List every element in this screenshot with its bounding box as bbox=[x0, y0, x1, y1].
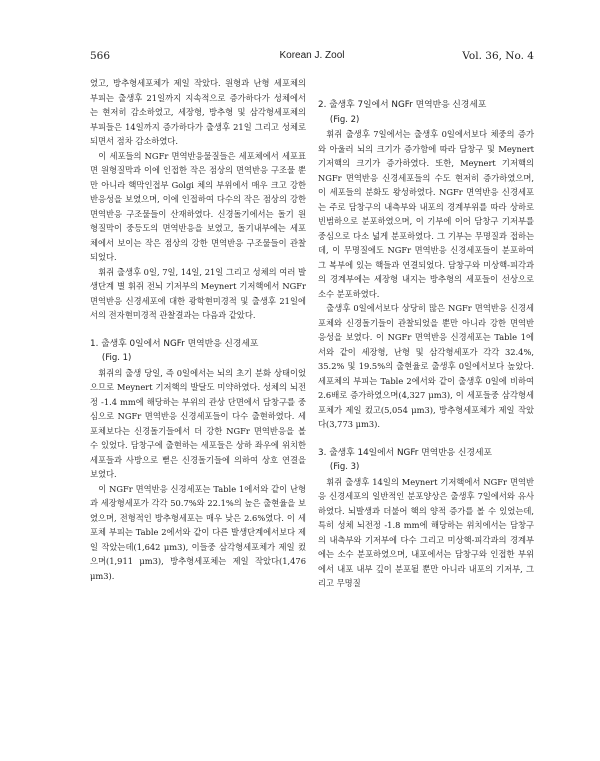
paragraph: 이 세포들의 NGFr 면역반응물질들은 세포체에서 세포표면 원형질막과 이에 인접한 작은 점상의 면역반응 구조물 뿐만 아니라 핵막인접부 Golgi 체의 부위에서 매우 크고 강한 반응성을 보였으며, 이에 인접하여 다수의 작은 점상의 강한 면역반응 구조물들이 산재하였다. 신경돌기에서는 돌기 원형질막이 중등도의 면역반응을 보였고, 돌기내부에는 세포체에서 보이는 작은 점상의 강한 면역반응 구조물들이 관찰되었다. bbox=[90, 150, 306, 262]
section-heading-1: 1. 출생후 0일에서 NGFr 면역반응 신경세포 bbox=[90, 338, 259, 349]
page-header bbox=[90, 50, 534, 66]
section-heading-3: 3. 출생후 14일에서 NGFr 면역반응 신경세포 bbox=[318, 447, 492, 458]
section-heading-3-fig: (Fig. 3) bbox=[329, 462, 360, 472]
paragraph: 휘쥐 출생후 7일에서는 출생후 0일에서보다 체중의 증가와 아울러 뇌의 크기가 증가함에 따라 담창구 및 Meynert 기저핵의 크기가 증가하였다. 또한, Meynert 기저핵의 NGFr 면역반응 신경세포들의 수도 현저히 증가하였으며, 이 세포들의 분화도 왕성하였다. NGFr 면역반응 신경세포는 주로 담창구의 내측부와 내포의 경계부위를 따라 상하로 빈범하으로 분포하였으며, 이 기부에 이어 담창구 기저부를 중심으로 다소 넓게 분포하였다. 그 기부는 무명질과 접하는데, 이 무명질에도 NGFr 면역반응 신경세포들이 분포하여 그 복부에 있는 핵들과 연결되었다. 담창구와 미상핵-피각과의 경계부에는 세장형 내지는 방추형의 세포들이 선상으로 소수 분포하였다. bbox=[318, 129, 534, 299]
paragraph: 휘쥐의 출생 당일, 즉 0일에서는 뇌의 초기 분화 상태이었으므로 Meynert 기저핵의 발달도 미약하였다. 성체의 뇌전정 -1.4 mm에 해당하는 부위의 관상 단면에서 담창구를 중심으로 NGFr 면역반응 신경세포들이 다수 출현하였다. 세포체보다는 신경돌기들에서 더 강한 NGFr 면역반응을 볼 수 있었다. 담창구에 출현하는 세포들은 상하 좌우에 위치한 세포들과 사방으로 뻗은 신경돌기들에 의하여 상호 연결을 보였다. bbox=[90, 367, 306, 479]
section-heading-2: 2. 출생후 7일에서 NGFr 면역반응 신경세포 bbox=[318, 100, 487, 110]
paragraph: 였고, 방추형세포체가 제일 작았다. 원형과 난형 세포체의 부피는 출생후 21일까지 지속적으로 증가하다가 성체에서는 현저히 감소하였고, 세장형, 방추형 및 삼각형세포체의 부피들은 14일까지 증가하다가 출생후 21일 그리고 성체로 되면서 점차 감소하였다. bbox=[90, 78, 306, 146]
section-heading-2-fig: (Fig. 2) bbox=[329, 114, 360, 125]
paragraph: 출생후 0일에서보다 상당히 많은 NGFr 면역반응 신경세포체와 신경돌기들이 관찰되었을 뿐만 아니라 강한 면역반응성을 보였다. 이 NGFr 면역반응 신경세포는 Table 1에서와 같이 세장형, 난형 및 삼각형세포가 각각 32.4%, 35.2% 및 19.5%의 출현율로 출생후 0일에서보다 높았다. 세포체의 부피는 Table 2에서와 같이 출생후 0일에 비하여 2.6배로 증가하였으며(4,327 μm3), 이 세포들중 삼각형세포체가 제일 컸고(5,054 μm3), 방추형세포체가 제일 작았다(3,773 μm3). bbox=[318, 303, 534, 429]
page-number: 566 bbox=[90, 50, 111, 62]
paragraph: 휘쥐 출생후 0일, 7일, 14일, 21일 그리고 성체의 여러 발생단계 별 휘쥐 전뇌 기저부의 Meynert 기저핵에서 NGFr 면역반응 신경세포에 대한 광학현미경적 및 출생후 21일에서의 전자현미경적 관찰결과는 다음과 같았다. bbox=[90, 266, 306, 320]
right-column bbox=[318, 98, 534, 591]
section-heading-1-fig: (Fig. 1) bbox=[101, 353, 132, 363]
paragraph: 휘쥐 출생후 14일의 Meynert 기저핵에서 NGFr 면역반응 신경세포의 일반적인 분포양상은 출생후 7일에서와 유사하였다. 뇌발생과 더불어 핵의 양적 증가를 볼 수 있었는데, 특히 성체 뇌전정 -1.8 mm에 해당하는 위치에서는 담창구의 내측부와 기저부에 다수 그리고 미상핵-피각과의 경계부에는 소수 분포하였으며, 내포에서는 담창구와 인접한 부위에서 내포 내부 깊이 분포될 뿐만 아니라 내포의 기저부, 그리고 무명질 bbox=[318, 476, 534, 588]
paragraph: 이 NGFr 면역반응 신경세포는 Table 1에서와 같이 난형과 세장형세포가 각각 50.7%와 22.1%의 높은 출현율을 보였으며, 전형적인 방추형세포는 매우 낮은 2.6%였다. 이 세포체 부피는 Table 2에서와 같이 다른 발생단계에서보다 제일 작았는데(1,642 μm3), 이들중 삼각형세포체가 제일 컸으며(1,911 μm3), 방추형세포체는 제일 작았다(1,476 μm3). bbox=[90, 483, 306, 581]
journal-name: Korean J. Zool bbox=[279, 50, 345, 61]
volume-info: Vol. 36, No. 4 bbox=[462, 50, 534, 62]
left-column bbox=[90, 76, 306, 583]
